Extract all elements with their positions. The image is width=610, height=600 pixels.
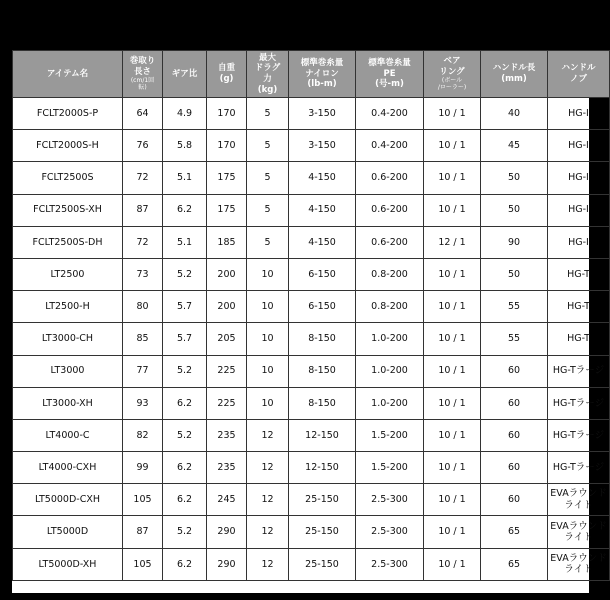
cell-gear-ratio: 5.2 bbox=[163, 355, 207, 387]
cell-gear-ratio: 4.9 bbox=[163, 98, 207, 130]
cell-retrieve-length: 77 bbox=[123, 355, 163, 387]
table-row bbox=[13, 258, 610, 290]
table-row bbox=[13, 323, 610, 355]
cell-gear-ratio: 5.2 bbox=[163, 258, 207, 290]
cell-max-drag: 10 bbox=[247, 355, 289, 387]
cell-max-drag: 12 bbox=[247, 484, 289, 516]
cell-retrieve-length: 72 bbox=[123, 226, 163, 258]
cell-pe-capacity: 1.0-200 bbox=[356, 323, 424, 355]
cell-pe-capacity: 2.5-300 bbox=[356, 484, 424, 516]
table-row bbox=[13, 452, 610, 484]
cell-nylon-capacity: 6-150 bbox=[289, 258, 356, 290]
cell-retrieve-length: 82 bbox=[123, 419, 163, 451]
cell-bearings: 10 / 1 bbox=[424, 548, 481, 580]
cell-handle-length: 60 bbox=[481, 452, 548, 484]
cell-max-drag: 10 bbox=[247, 291, 289, 323]
header-row bbox=[13, 51, 610, 98]
cell-handle-length: 55 bbox=[481, 323, 548, 355]
cell-handle-length: 45 bbox=[481, 130, 548, 162]
cell-gear-ratio: 5.2 bbox=[163, 419, 207, 451]
table-row bbox=[13, 355, 610, 387]
table-row bbox=[13, 484, 610, 516]
cell-max-drag: 12 bbox=[247, 452, 289, 484]
table-row bbox=[13, 516, 610, 548]
cell-gear-ratio: 6.2 bbox=[163, 484, 207, 516]
table-row bbox=[13, 548, 610, 580]
cell-handle-knob: EVAラウンド ライト bbox=[548, 484, 610, 516]
cell-handle-knob: HG-Tラージ bbox=[548, 387, 610, 419]
cell-bearings: 10 / 1 bbox=[424, 484, 481, 516]
cell-bearings: 10 / 1 bbox=[424, 98, 481, 130]
cell-bearings: 10 / 1 bbox=[424, 258, 481, 290]
table-row bbox=[13, 291, 610, 323]
cell-item-name: LT2500-H bbox=[13, 291, 123, 323]
cell-item-name: FCLT2500S-DH bbox=[13, 226, 123, 258]
cell-bearings: 10 / 1 bbox=[424, 419, 481, 451]
cell-handle-knob: HG-T bbox=[548, 323, 610, 355]
cell-bearings: 10 / 1 bbox=[424, 355, 481, 387]
cell-weight: 200 bbox=[207, 291, 247, 323]
cell-retrieve-length: 80 bbox=[123, 291, 163, 323]
cell-handle-knob: HG-I bbox=[548, 226, 610, 258]
cell-weight: 225 bbox=[207, 387, 247, 419]
header-nylon-capacity: 標準巻糸量 ナイロン (lb-m) bbox=[289, 51, 356, 98]
cell-handle-knob: HG-I bbox=[548, 130, 610, 162]
cell-item-name: LT5000D bbox=[13, 516, 123, 548]
cell-nylon-capacity: 8-150 bbox=[289, 387, 356, 419]
cell-weight: 170 bbox=[207, 130, 247, 162]
cell-bearings: 10 / 1 bbox=[424, 452, 481, 484]
cell-nylon-capacity: 25-150 bbox=[289, 516, 356, 548]
cell-handle-length: 60 bbox=[481, 387, 548, 419]
cell-retrieve-length: 72 bbox=[123, 162, 163, 194]
cell-pe-capacity: 1.5-200 bbox=[356, 419, 424, 451]
cell-retrieve-length: 73 bbox=[123, 258, 163, 290]
cell-weight: 205 bbox=[207, 323, 247, 355]
cell-pe-capacity: 1.5-200 bbox=[356, 452, 424, 484]
cell-weight: 245 bbox=[207, 484, 247, 516]
table-row bbox=[13, 226, 610, 258]
cell-nylon-capacity: 4-150 bbox=[289, 226, 356, 258]
cell-retrieve-length: 87 bbox=[123, 516, 163, 548]
cell-gear-ratio: 5.8 bbox=[163, 130, 207, 162]
cell-max-drag: 12 bbox=[247, 419, 289, 451]
cell-handle-knob: EVAラウンド ライト bbox=[548, 548, 610, 580]
cell-bearings: 10 / 1 bbox=[424, 291, 481, 323]
cell-item-name: LT3000 bbox=[13, 355, 123, 387]
cell-bearings: 10 / 1 bbox=[424, 162, 481, 194]
cell-retrieve-length: 93 bbox=[123, 387, 163, 419]
cell-weight: 290 bbox=[207, 548, 247, 580]
cell-retrieve-length: 64 bbox=[123, 98, 163, 130]
cell-retrieve-length: 99 bbox=[123, 452, 163, 484]
cell-handle-knob: HG-I bbox=[548, 162, 610, 194]
cell-weight: 235 bbox=[207, 452, 247, 484]
cell-item-name: FCLT2000S-P bbox=[13, 98, 123, 130]
cell-handle-length: 40 bbox=[481, 98, 548, 130]
header-weight: 自重 (g) bbox=[207, 51, 247, 98]
cell-weight: 185 bbox=[207, 226, 247, 258]
cell-handle-knob: HG-T bbox=[548, 258, 610, 290]
header-handle-length: ハンドル長 (mm) bbox=[481, 51, 548, 98]
cell-handle-length: 50 bbox=[481, 162, 548, 194]
table-row bbox=[13, 387, 610, 419]
cell-handle-knob: HG-T bbox=[548, 291, 610, 323]
cell-weight: 175 bbox=[207, 194, 247, 226]
cell-gear-ratio: 5.7 bbox=[163, 323, 207, 355]
cell-pe-capacity: 0.8-200 bbox=[356, 291, 424, 323]
cell-weight: 200 bbox=[207, 258, 247, 290]
cell-pe-capacity: 0.8-200 bbox=[356, 258, 424, 290]
cell-max-drag: 10 bbox=[247, 323, 289, 355]
cell-pe-capacity: 1.0-200 bbox=[356, 355, 424, 387]
cell-weight: 235 bbox=[207, 419, 247, 451]
spec-sheet bbox=[12, 50, 607, 593]
cell-gear-ratio: 5.7 bbox=[163, 291, 207, 323]
cell-gear-ratio: 6.2 bbox=[163, 194, 207, 226]
cell-bearings: 10 / 1 bbox=[424, 516, 481, 548]
header-retrieve-length: 巻取り 長さ (cm/1回 転) bbox=[123, 51, 163, 98]
cell-handle-length: 65 bbox=[481, 516, 548, 548]
cell-handle-knob: HG-Tラージ bbox=[548, 419, 610, 451]
spec-table-body bbox=[13, 98, 610, 581]
cell-weight: 290 bbox=[207, 516, 247, 548]
cell-handle-length: 60 bbox=[481, 484, 548, 516]
cell-gear-ratio: 5.2 bbox=[163, 516, 207, 548]
header-item-name: アイテム名 bbox=[13, 51, 123, 98]
cell-nylon-capacity: 12-150 bbox=[289, 452, 356, 484]
cell-handle-length: 65 bbox=[481, 548, 548, 580]
cell-item-name: LT2500 bbox=[13, 258, 123, 290]
cell-nylon-capacity: 12-150 bbox=[289, 419, 356, 451]
header-handle-knob: ハンドル ノブ bbox=[548, 51, 610, 98]
cell-pe-capacity: 0.6-200 bbox=[356, 162, 424, 194]
cell-item-name: FCLT2000S-H bbox=[13, 130, 123, 162]
cell-handle-length: 60 bbox=[481, 419, 548, 451]
cell-handle-length: 60 bbox=[481, 355, 548, 387]
cell-bearings: 10 / 1 bbox=[424, 194, 481, 226]
cell-max-drag: 5 bbox=[247, 226, 289, 258]
cell-max-drag: 5 bbox=[247, 130, 289, 162]
cell-weight: 225 bbox=[207, 355, 247, 387]
cell-nylon-capacity: 6-150 bbox=[289, 291, 356, 323]
cell-item-name: LT3000-CH bbox=[13, 323, 123, 355]
cell-item-name: FCLT2500S bbox=[13, 162, 123, 194]
cell-gear-ratio: 6.2 bbox=[163, 387, 207, 419]
cell-pe-capacity: 2.5-300 bbox=[356, 548, 424, 580]
cell-pe-capacity: 0.6-200 bbox=[356, 194, 424, 226]
cell-nylon-capacity: 3-150 bbox=[289, 98, 356, 130]
table-row bbox=[13, 162, 610, 194]
cell-gear-ratio: 6.2 bbox=[163, 452, 207, 484]
cell-item-name: FCLT2500S-XH bbox=[13, 194, 123, 226]
cell-max-drag: 12 bbox=[247, 516, 289, 548]
cell-weight: 170 bbox=[207, 98, 247, 130]
cell-nylon-capacity: 4-150 bbox=[289, 162, 356, 194]
spec-table bbox=[12, 50, 610, 581]
header-max-drag: 最大 ドラグ 力 (kg) bbox=[247, 51, 289, 98]
cell-bearings: 10 / 1 bbox=[424, 387, 481, 419]
cell-handle-knob: HG-I bbox=[548, 194, 610, 226]
cell-max-drag: 5 bbox=[247, 194, 289, 226]
cell-gear-ratio: 5.1 bbox=[163, 226, 207, 258]
cell-nylon-capacity: 8-150 bbox=[289, 355, 356, 387]
cell-nylon-capacity: 25-150 bbox=[289, 484, 356, 516]
cell-item-name: LT3000-XH bbox=[13, 387, 123, 419]
cell-gear-ratio: 5.1 bbox=[163, 162, 207, 194]
cell-max-drag: 5 bbox=[247, 162, 289, 194]
table-row bbox=[13, 194, 610, 226]
cell-handle-length: 55 bbox=[481, 291, 548, 323]
cell-bearings: 10 / 1 bbox=[424, 130, 481, 162]
cell-nylon-capacity: 8-150 bbox=[289, 323, 356, 355]
cell-handle-knob: EVAラウンド ライト bbox=[548, 516, 610, 548]
cell-nylon-capacity: 4-150 bbox=[289, 194, 356, 226]
cell-retrieve-length: 105 bbox=[123, 548, 163, 580]
header-pe-capacity: 標準巻糸量 PE (号-m) bbox=[356, 51, 424, 98]
cell-handle-length: 90 bbox=[481, 226, 548, 258]
cell-bearings: 12 / 1 bbox=[424, 226, 481, 258]
cell-max-drag: 10 bbox=[247, 387, 289, 419]
cell-item-name: LT5000D-CXH bbox=[13, 484, 123, 516]
cell-pe-capacity: 0.4-200 bbox=[356, 98, 424, 130]
cell-item-name: LT5000D-XH bbox=[13, 548, 123, 580]
cell-handle-knob: HG-Tラージ bbox=[548, 452, 610, 484]
cell-handle-length: 50 bbox=[481, 258, 548, 290]
cell-pe-capacity: 0.4-200 bbox=[356, 130, 424, 162]
table-row bbox=[13, 419, 610, 451]
cell-weight: 175 bbox=[207, 162, 247, 194]
cell-retrieve-length: 85 bbox=[123, 323, 163, 355]
cell-bearings: 10 / 1 bbox=[424, 323, 481, 355]
table-row bbox=[13, 130, 610, 162]
cell-retrieve-length: 76 bbox=[123, 130, 163, 162]
cell-pe-capacity: 2.5-300 bbox=[356, 516, 424, 548]
cell-nylon-capacity: 25-150 bbox=[289, 548, 356, 580]
cell-retrieve-length: 105 bbox=[123, 484, 163, 516]
cell-max-drag: 5 bbox=[247, 98, 289, 130]
cell-retrieve-length: 87 bbox=[123, 194, 163, 226]
header-gear-ratio: ギア比 bbox=[163, 51, 207, 98]
cell-item-name: LT4000-CXH bbox=[13, 452, 123, 484]
cell-handle-length: 50 bbox=[481, 194, 548, 226]
cell-max-drag: 10 bbox=[247, 258, 289, 290]
cell-nylon-capacity: 3-150 bbox=[289, 130, 356, 162]
cell-item-name: LT4000-C bbox=[13, 419, 123, 451]
cell-gear-ratio: 6.2 bbox=[163, 548, 207, 580]
cell-handle-knob: HG-I bbox=[548, 98, 610, 130]
cell-handle-knob: HG-Tラージ bbox=[548, 355, 610, 387]
cell-pe-capacity: 1.0-200 bbox=[356, 387, 424, 419]
cell-pe-capacity: 0.6-200 bbox=[356, 226, 424, 258]
cell-max-drag: 12 bbox=[247, 548, 289, 580]
table-row bbox=[13, 98, 610, 130]
header-bearings: ベア リング (ボール /ローラー) bbox=[424, 51, 481, 98]
